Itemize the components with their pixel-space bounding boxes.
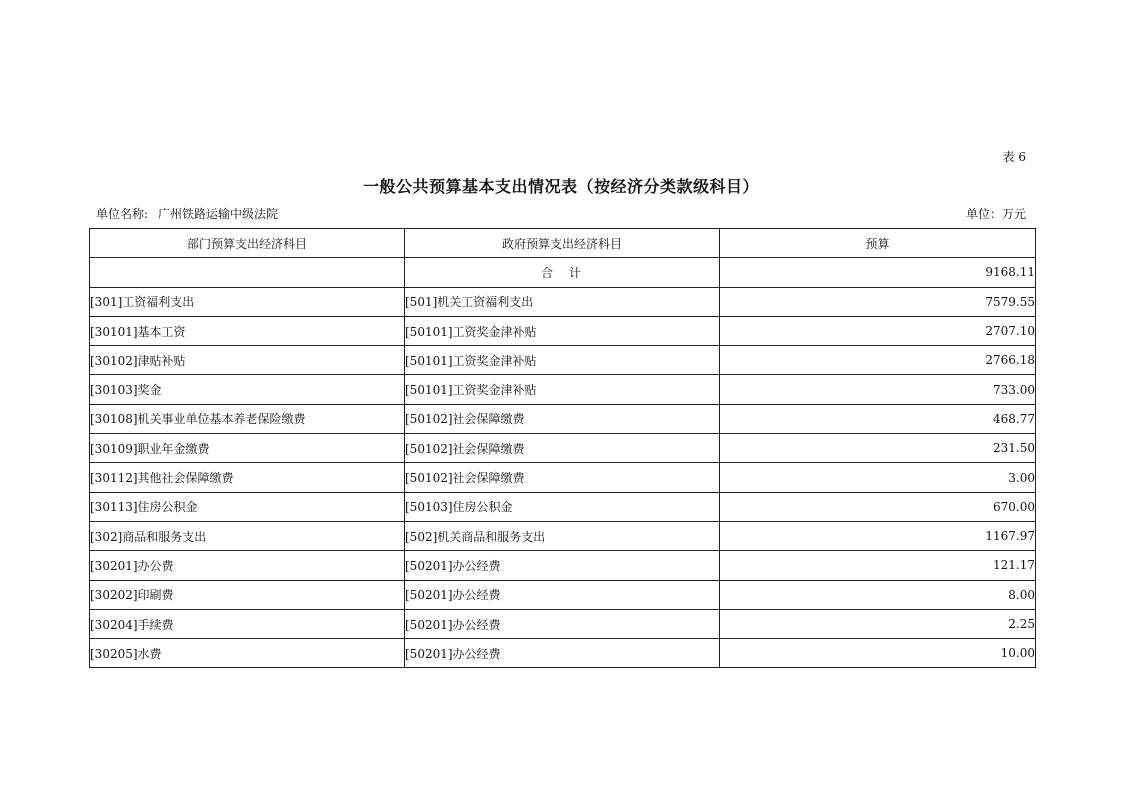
table-row: [90, 639, 1036, 668]
dept-subject-cell: [30101]基本工资: [90, 316, 405, 345]
amount-cell: 8.00: [720, 580, 1036, 609]
column-header-amount: 预算: [720, 229, 1036, 258]
amount-cell: 2707.10: [720, 316, 1036, 345]
amount-cell: 468.77: [720, 404, 1036, 433]
amount-cell: 7579.55: [720, 287, 1036, 316]
dept-subject-cell: [30202]印刷费: [90, 580, 405, 609]
budget-table: [89, 228, 1036, 668]
gov-subject-cell: [50102]社会保障缴费: [405, 404, 720, 433]
gov-subject-cell: [50201]办公经费: [405, 551, 720, 580]
gov-subject-cell: [50101]工资奖金津补贴: [405, 346, 720, 375]
table-row: [90, 434, 1036, 463]
gov-subject-cell: [50201]办公经费: [405, 580, 720, 609]
dept-subject-cell: [301]工资福利支出: [90, 287, 405, 316]
gov-subject-cell: [502]机关商品和服务支出: [405, 521, 720, 550]
column-header-gov: 政府预算支出经济科目: [405, 229, 720, 258]
table-header-row: [90, 229, 1036, 258]
dept-subject-cell: [30108]机关事业单位基本养老保险缴费: [90, 404, 405, 433]
table-row: [90, 580, 1036, 609]
table-row: [90, 404, 1036, 433]
dept-subject-cell: [302]商品和服务支出: [90, 521, 405, 550]
total-label: 合 计: [405, 258, 720, 287]
amount-cell: 231.50: [720, 434, 1036, 463]
dept-subject-cell: [30102]津贴补贴: [90, 346, 405, 375]
amount-cell: 733.00: [720, 375, 1036, 404]
amount-cell: 2.25: [720, 609, 1036, 638]
amount-cell: 2766.18: [720, 346, 1036, 375]
table-row: [90, 463, 1036, 492]
page-title: 一般公共预算基本支出情况表（按经济分类款级科目）: [362, 177, 759, 196]
gov-subject-cell: [50103]住房公积金: [405, 492, 720, 521]
table-row: [90, 492, 1036, 521]
amount-cell: 1167.97: [720, 521, 1036, 550]
gov-subject-cell: [501]机关工资福利支出: [405, 287, 720, 316]
dept-subject-cell: [30113]住房公积金: [90, 492, 405, 521]
total-row: [90, 258, 1036, 287]
table-row: [90, 287, 1036, 316]
dept-subject-cell: [30103]奖金: [90, 375, 405, 404]
dept-subject-cell: [30205]水费: [90, 639, 405, 668]
dept-subject-cell: [30112]其他社会保障缴费: [90, 463, 405, 492]
gov-subject-cell: [50102]社会保障缴费: [405, 463, 720, 492]
unit-name-line: [96, 205, 278, 222]
unit-name: 广州铁路运输中级法院: [158, 207, 279, 221]
amount-cell: 3.00: [720, 463, 1036, 492]
total-amount: 9168.11: [720, 258, 1036, 287]
amount-cell: 670.00: [720, 492, 1036, 521]
table-row: [90, 609, 1036, 638]
dept-subject-cell: [30201]办公费: [90, 551, 405, 580]
table-row: [90, 521, 1036, 550]
table-row: [90, 316, 1036, 345]
dept-subject-cell: [30204]手续费: [90, 609, 405, 638]
column-header-dept: 部门预算支出经济科目: [90, 229, 405, 258]
unit-name-label: 单位名称:: [96, 207, 149, 221]
dept-subject-cell: [30109]职业年金缴费: [90, 434, 405, 463]
gov-subject-cell: [50101]工资奖金津补贴: [405, 375, 720, 404]
gov-subject-cell: [50102]社会保障缴费: [405, 434, 720, 463]
gov-subject-cell: [50201]办公经费: [405, 609, 720, 638]
amount-cell: 10.00: [720, 639, 1036, 668]
amount-cell: 121.17: [720, 551, 1036, 580]
table-row: [90, 375, 1036, 404]
total-empty-cell: [90, 258, 405, 287]
table-row: [90, 346, 1036, 375]
table-number: 表 6: [1002, 150, 1026, 164]
gov-subject-cell: [50101]工资奖金津补贴: [405, 316, 720, 345]
gov-subject-cell: [50201]办公经费: [405, 639, 720, 668]
unit-of-measure: 单位：万元: [965, 207, 1026, 221]
table-row: [90, 551, 1036, 580]
